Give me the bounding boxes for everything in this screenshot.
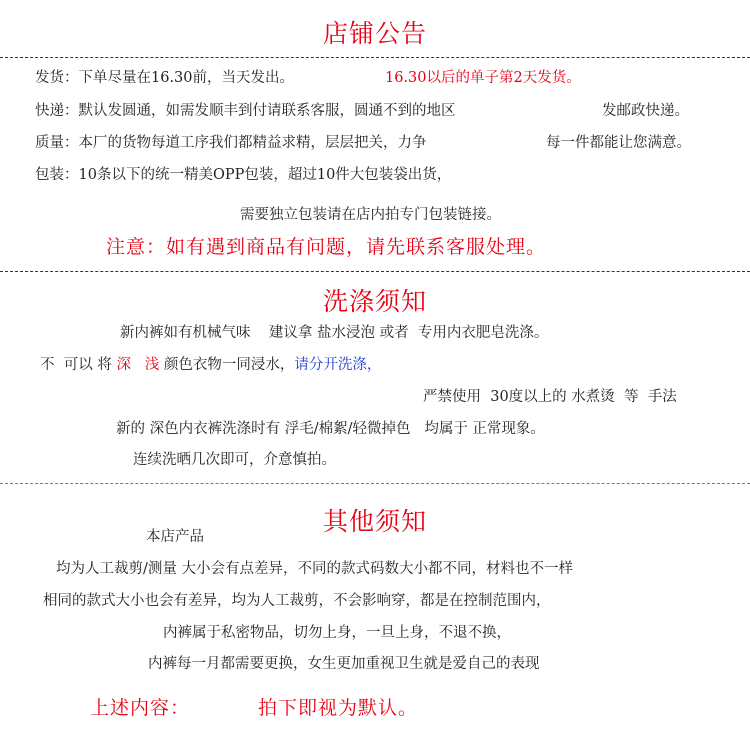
footer-text: 拍下即视为默认。 [258,697,419,719]
divider [0,271,750,272]
divider [0,483,750,484]
packing-text: 10条以下的统一精美OPP包装，超过10件大包装袋出货， [78,167,452,183]
footer-label: 上述内容： [90,697,191,719]
other-line-4: 内裤每一月都需要更换，女生更加重视卫生就是爱自己的表现 [148,656,540,672]
washing-line-3: 严禁使用 30度以上的 水煮烫 等 手法 [423,389,677,405]
other-title: 其他须知 [322,507,427,536]
quality-text: 本厂的货物每道工序我们都精益求精，层层把关，力争 [78,135,427,151]
shipping-row [35,68,294,88]
shipping-text: 下单尽量在16.30前，当天发出。 [78,70,295,86]
washing-title: 洗涤须知 [322,287,427,316]
separate-wash-text: 请分开洗涤， [294,357,382,373]
courier-text-2: 发邮政快递。 [602,103,689,119]
courier-row [35,101,456,121]
washing-line-1: 新内裤如有机械气味 建议拿 盐水浸泡 或者 专用内衣肥皂洗涤。 [120,325,549,341]
packing-row [35,165,451,185]
light-color-text: 浅 [144,357,160,373]
quality-text-2: 每一件都能让您满意。 [546,135,691,151]
divider [0,57,750,58]
packing-text-2: 需要独立包装请在店内拍专门包装链接。 [240,207,501,223]
washing-line-5: 连续洗晒几次即可，介意慎拍。 [133,452,336,468]
packing-label: 包装： [35,167,79,183]
shipping-label: 发货： [35,70,79,86]
washing-line-2a: 不 可以 将 [40,357,112,373]
washing-line-2b: 颜色衣物一同浸水， [163,357,295,373]
deep-color-text: 深 [116,357,131,373]
other-line-1: 均为人工裁剪/测量 大小会有点差异，不同的款式码数大小都不同，材料也不一样 [56,561,573,577]
quality-row [35,133,427,153]
washing-line-4: 新的 深色内衣裤洗涤时有 浮毛/棉絮/轻微掉色 均属于 正常现象。 [116,421,545,437]
washing-line-2 [40,355,381,375]
warning-text: 注意：如有遇到商品有问题，请先联系客服处理。 [106,236,547,258]
courier-text: 默认发圆通，如需发顺丰到付请联系客服，圆通不到的地区 [78,103,456,119]
courier-label: 快递： [35,103,79,119]
quality-label: 质量： [35,135,79,151]
shipping-note: 16.30以后的单子第2天发货。 [385,70,581,86]
other-line-3: 内裤属于私密物品，切勿上身，一旦上身，不退不换， [163,625,511,641]
other-line-2: 相同的款式大小也会有差异，均为人工裁剪，不会影响穿，都是在控制范围内， [43,593,551,609]
store-notice-title: 店铺公告 [322,19,427,48]
other-line-0: 本店产品 [146,529,204,545]
